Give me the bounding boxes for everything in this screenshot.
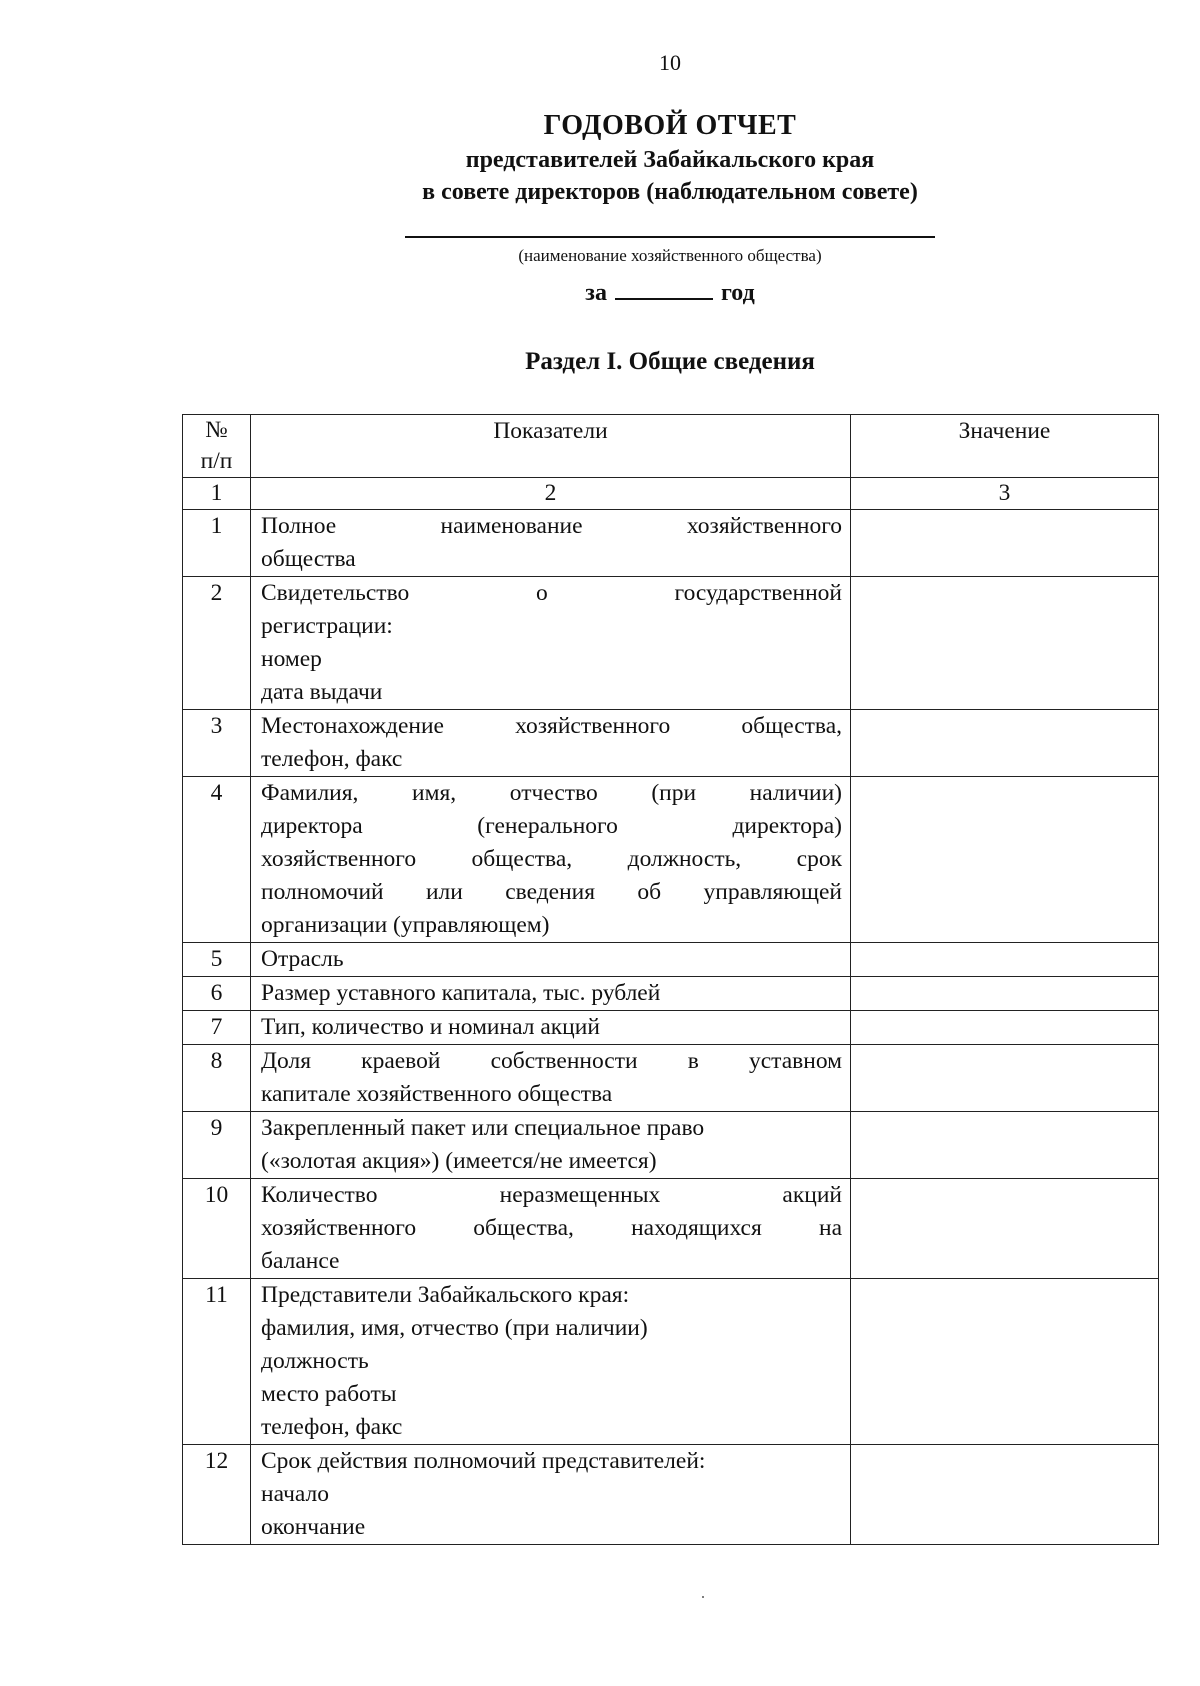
row-number: 11 <box>183 1279 251 1445</box>
table-row <box>183 943 1159 977</box>
indicator-line: должность <box>261 1348 369 1374</box>
indicator-line: место работы <box>261 1381 397 1407</box>
indicator-line: балансе <box>261 1248 340 1274</box>
row-value-cell[interactable] <box>851 510 1159 577</box>
indicator-line: окончание <box>261 1514 366 1540</box>
indicator-line: Закрепленный пакет или специальное право <box>261 1115 705 1141</box>
row-indicator <box>251 1279 851 1445</box>
indicator-line: Размер уставного капитала, тыс. рублей <box>261 980 661 1006</box>
row-number: 3 <box>183 710 251 777</box>
column-number-row <box>183 478 1159 510</box>
row-value-cell[interactable] <box>851 1011 1159 1045</box>
column-number-2: 2 <box>251 478 851 510</box>
table-row <box>183 1179 1159 1279</box>
indicator-line: Полное наименование хозяйственного <box>261 513 842 539</box>
row-value-cell[interactable] <box>851 943 1159 977</box>
indicator-line: общества <box>261 546 356 572</box>
year-prefix: за <box>585 280 607 306</box>
table-row <box>183 977 1159 1011</box>
row-value-cell[interactable] <box>851 1112 1159 1179</box>
indicator-line: Местонахождение хозяйственного общества, <box>261 713 842 739</box>
row-value-cell[interactable] <box>851 977 1159 1011</box>
row-indicator <box>251 1445 851 1545</box>
row-value-cell[interactable] <box>851 1179 1159 1279</box>
document-subtitle-1: представителей Забайкальского края <box>465 147 875 173</box>
indicator-line: фамилия, имя, отчество (при наличии) <box>261 1315 648 1341</box>
row-value-cell[interactable] <box>851 777 1159 943</box>
table-row <box>183 1011 1159 1045</box>
indicator-line: Представители Забайкальского края: <box>261 1282 630 1308</box>
document-header <box>0 108 1200 208</box>
indicator-line: («золотая акция») (имеется/не имеется) <box>261 1148 657 1174</box>
document-title: ГОДОВОЙ ОТЧЕТ <box>543 110 797 141</box>
organization-name-blank[interactable] <box>405 236 935 238</box>
indicator-line: директора (генерального директора) <box>261 813 842 839</box>
row-value-cell[interactable] <box>851 1045 1159 1112</box>
row-indicator <box>251 710 851 777</box>
section-title: Раздел I. Общие сведения <box>525 348 815 375</box>
indicator-line: Срок действия полномочий представителей: <box>261 1448 706 1474</box>
table-row <box>183 1045 1159 1112</box>
indicator-line: капитале хозяйственного общества <box>261 1081 613 1107</box>
indicator-line: Тип, количество и номинал акций <box>261 1014 600 1040</box>
row-number: 2 <box>183 577 251 710</box>
column-header-value: Значение <box>851 415 1159 478</box>
row-value-cell[interactable] <box>851 1279 1159 1445</box>
column-number-1: 1 <box>183 478 251 510</box>
row-number: 5 <box>183 943 251 977</box>
row-value-cell[interactable] <box>851 577 1159 710</box>
indicator-line: полномочий или сведения об управляющей <box>261 879 842 905</box>
row-indicator <box>251 1011 851 1045</box>
row-indicator <box>251 510 851 577</box>
indicator-line: Свидетельство о государственной <box>261 580 842 606</box>
table-row <box>183 1112 1159 1179</box>
row-value-cell[interactable] <box>851 710 1159 777</box>
row-number: 4 <box>183 777 251 943</box>
indicator-line: Фамилия, имя, отчество (при наличии) <box>261 780 842 806</box>
organization-name-caption: (наименование хозяйственного общества) <box>518 246 822 265</box>
table-row <box>183 777 1159 943</box>
indicator-line: телефон, факс <box>261 746 403 772</box>
indicator-line: дата выдачи <box>261 679 383 705</box>
table-row <box>183 577 1159 710</box>
page-number: 10 <box>659 50 681 75</box>
indicator-line: Количество неразмещенных акций <box>261 1182 842 1208</box>
table-header-row <box>183 415 1159 478</box>
table-row <box>183 1279 1159 1445</box>
indicator-line: начало <box>261 1481 329 1507</box>
year-blank[interactable] <box>615 274 713 300</box>
column-header-number-line-2: п/п <box>200 448 233 474</box>
report-year-line <box>0 274 1200 307</box>
indicator-line: хозяйственного общества, должность, срок <box>261 846 842 872</box>
table-row <box>183 510 1159 577</box>
indicator-line: регистрации: <box>261 613 393 639</box>
table-body <box>183 478 1159 1545</box>
column-header-indicators: Показатели <box>251 415 851 478</box>
row-number: 7 <box>183 1011 251 1045</box>
table-row <box>183 710 1159 777</box>
row-number: 1 <box>183 510 251 577</box>
row-indicator <box>251 943 851 977</box>
row-number: 8 <box>183 1045 251 1112</box>
general-info-table <box>182 414 1159 1545</box>
document-subtitle-2: в совете директоров (наблюдательном совете) <box>422 179 918 205</box>
indicator-line: Доля краевой собственности в уставном <box>261 1048 842 1074</box>
scan-speck <box>702 1596 704 1598</box>
row-indicator <box>251 777 851 943</box>
indicator-line: номер <box>261 646 322 672</box>
column-header-number-line-1: № <box>205 417 228 443</box>
indicator-line: хозяйственного общества, находящихся на <box>261 1215 842 1241</box>
row-indicator <box>251 1179 851 1279</box>
row-number: 10 <box>183 1179 251 1279</box>
row-indicator <box>251 1112 851 1179</box>
row-number: 12 <box>183 1445 251 1545</box>
row-number: 9 <box>183 1112 251 1179</box>
table-row <box>183 1445 1159 1545</box>
indicator-line: организации (управляющем) <box>261 912 550 938</box>
year-suffix: год <box>720 280 755 306</box>
column-header-number <box>183 415 251 478</box>
indicator-line: Отрасль <box>261 946 344 972</box>
row-number: 6 <box>183 977 251 1011</box>
indicator-line: телефон, факс <box>261 1414 403 1440</box>
column-number-3: 3 <box>851 478 1159 510</box>
row-indicator <box>251 977 851 1011</box>
row-indicator <box>251 1045 851 1112</box>
row-value-cell[interactable] <box>851 1445 1159 1545</box>
row-indicator <box>251 577 851 710</box>
